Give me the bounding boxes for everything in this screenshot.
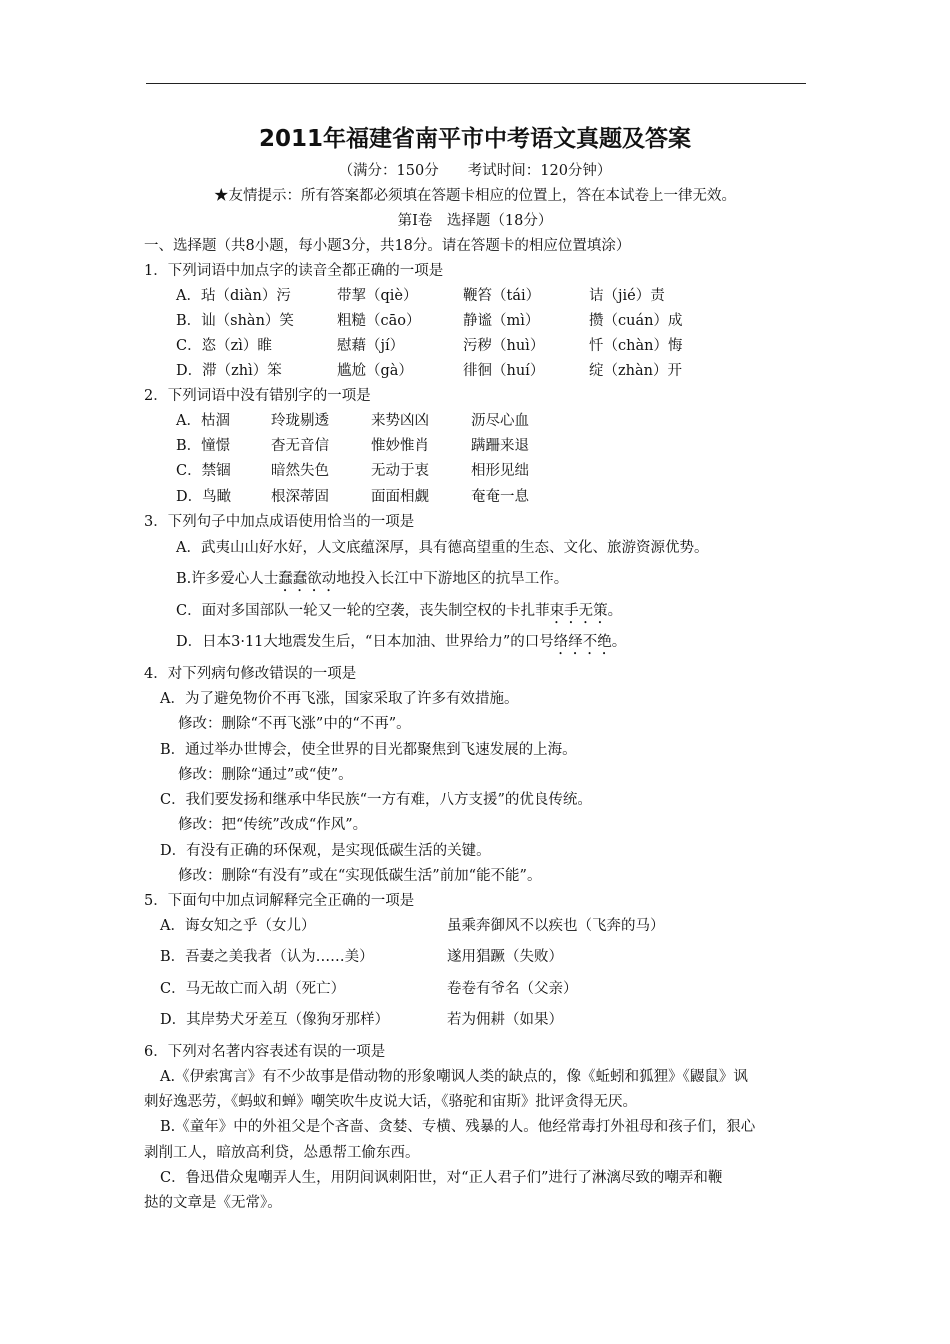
q6-option-line: 剥削工人，暗放高利贷，怂恿帮工偷东西。	[144, 1145, 420, 1161]
q1-option: 慰藉（jí）	[337, 338, 405, 354]
q3-option-b	[176, 570, 568, 595]
q1-option: 攒（cuán）成	[589, 313, 683, 329]
q5-option: 遂用猖蹶（失败）	[447, 949, 563, 965]
q4-stem: 4．对下列病句修改错误的一项是	[144, 666, 357, 682]
q5-option: B．吾妻之美我者（认为……美）	[160, 949, 374, 965]
q2-option: 杳无音信	[271, 438, 329, 454]
q3-d-text: D．日本3·11大地震发生后，“日本加油、世界给力”的口号	[176, 634, 554, 650]
q1-stem: 1．下列词语中加点字的读音全都正确的一项是	[144, 263, 444, 279]
q1-option: 绽（zhàn）开	[589, 363, 682, 379]
q6-option-line: C．鲁迅借众鬼嘲弄人生，用阴间讽刺阳世，对“正人君子们”进行了淋漓尽致的嘲弄和鞭	[160, 1170, 723, 1186]
q4-revision: 修改：删除“通过”或“使”。	[178, 767, 353, 783]
q1-option: 带挈（qiè）	[337, 288, 418, 304]
page-title: 2011年福建省南平市中考语文真题及答案	[258, 126, 691, 152]
q1-option: 诘（jié）责	[589, 288, 665, 304]
q4-sentence: B．通过举办世博会，使全世界的目光都聚焦到飞速发展的上海。	[160, 742, 577, 758]
q5-option: C．马无故亡而入胡（死亡）	[160, 981, 346, 997]
q1-option: A．玷（diàn）污	[176, 288, 291, 304]
q5-stem: 5．下面句中加点词解释完全正确的一项是	[144, 893, 415, 909]
q2-option: 蹒跚来退	[471, 438, 529, 454]
q1-option: D．滞（zhì）笨	[176, 363, 282, 379]
q4-sentence: D．有没有正确的环保观，是实现低碳生活的关键。	[160, 843, 491, 859]
q6-stem: 6．下列对名著内容表述有误的一项是	[144, 1044, 386, 1060]
friendly-tip: ★友情提示：所有答案都必须填在答题卡相应的位置上，答在本试卷上一律无效。	[214, 188, 736, 204]
q5-option: A．诲女知之乎（女儿）	[160, 918, 316, 934]
q4-revision: 修改：把“传统”改成“作风”。	[178, 817, 368, 833]
q4-sentence: A．为了避免物价不再飞涨，国家采取了许多有效措施。	[160, 691, 519, 707]
q2-option: 惟妙惟肖	[371, 438, 429, 454]
q3-b-text: B.许多爱心人士	[176, 571, 279, 587]
q4-revision: 修改：删除“不再飞涨”中的“不再”。	[178, 716, 411, 732]
q2-option: A．枯涸	[176, 413, 230, 429]
q2-option: B．憧憬	[176, 438, 231, 454]
q3-c-text: C．面对多国部队一轮又一轮的空袭，丧失制空权的卡扎菲	[176, 603, 550, 619]
q1-option: 忏（chàn）悔	[589, 338, 683, 354]
q2-option: 相形见绌	[471, 463, 529, 479]
q3-d-text-end: 。	[611, 634, 627, 650]
q3-d-idiom: 络绎不绝	[553, 634, 612, 650]
q3-option-c	[176, 602, 622, 627]
q5-option: 若为佣耕（如果）	[447, 1012, 563, 1028]
q1-option: B．讪（shàn）笑	[176, 313, 294, 329]
q2-option: 根深蒂固	[271, 489, 329, 505]
q3-b-idiom: 蠢蠢欲动	[278, 571, 337, 587]
q3-option-a: A．武夷山山好水好，人文底蕴深厚，具有德高望重的生态、文化、旅游资源优势。	[176, 540, 709, 556]
q2-stem: 2．下列词语中没有错别字的一项是	[144, 388, 371, 404]
q3-c-idiom: 束手无策	[549, 603, 608, 619]
q2-option: C．禁锢	[176, 463, 231, 479]
q6-option-line: 挞的文章是《无常》。	[144, 1195, 282, 1211]
q2-option: 来势凶凶	[371, 413, 429, 429]
top-rule	[146, 83, 806, 84]
section-heading: 一、选择题（共8小题，每小题3分，共18分。请在答题卡的相应位置填涂）	[144, 238, 631, 254]
q2-option: 奄奄一息	[471, 489, 529, 505]
q2-option: 暗然失色	[271, 463, 329, 479]
q6-option-line: 刺好逸恶劳，《蚂蚁和蝉》嘲笑吹牛皮说大话，《骆驼和宙斯》批评贪得无厌。	[144, 1094, 637, 1110]
q3-option-d	[176, 633, 626, 658]
q2-option: 无动于衷	[371, 463, 429, 479]
q3-stem: 3．下列句子中加点成语使用恰当的一项是	[144, 514, 415, 530]
q6-option-line: A.《伊索寓言》有不少故事是借动物的形象嘲讽人类的缺点的，像《蚯蚓和狐狸》《鼹鼠》讽	[160, 1069, 748, 1085]
q1-option: 污秽（huì）	[463, 338, 545, 354]
q4-revision: 修改：删除“有没有”或在“实现低碳生活”前加“能不能”。	[178, 868, 542, 884]
q2-option: D．鸟瞰	[176, 489, 232, 505]
q5-option: D．其岸势犬牙差互（像狗牙那样）	[160, 1012, 390, 1028]
q1-option: C．恣（zì）睢	[176, 338, 272, 354]
q1-option: 粗糙（cāo）	[337, 313, 421, 329]
volume-heading: 第Ⅰ卷 选择题（18分）	[397, 213, 553, 229]
q5-option: 虽乘奔御风不以疾也（飞奔的马）	[447, 918, 665, 934]
q3-c-text-end: 。	[607, 603, 623, 619]
q1-option: 鞭笞（tái）	[463, 288, 541, 304]
q5-option: 卷卷有爷名（父亲）	[447, 981, 578, 997]
exam-meta: （满分：150分 考试时间：120分钟）	[338, 163, 612, 179]
q2-option: 沥尽心血	[471, 413, 529, 429]
q6-option-line: B.《童年》中的外祖父是个吝啬、贪婪、专横、残暴的人。他经常毒打外祖母和孩子们，狠心	[160, 1119, 756, 1135]
q2-option: 玲珑剔透	[271, 413, 329, 429]
q3-b-text-end: 地投入长江中下游地区的抗旱工作。	[336, 571, 569, 587]
q1-option: 徘徊（huí）	[463, 363, 545, 379]
q1-option: 尴尬（gà）	[337, 363, 413, 379]
q4-sentence: C．我们要发扬和继承中华民族“一方有难，八方支援”的优良传统。	[160, 792, 592, 808]
q1-option: 静谧（mì）	[463, 313, 540, 329]
q2-option: 面面相觑	[371, 489, 429, 505]
